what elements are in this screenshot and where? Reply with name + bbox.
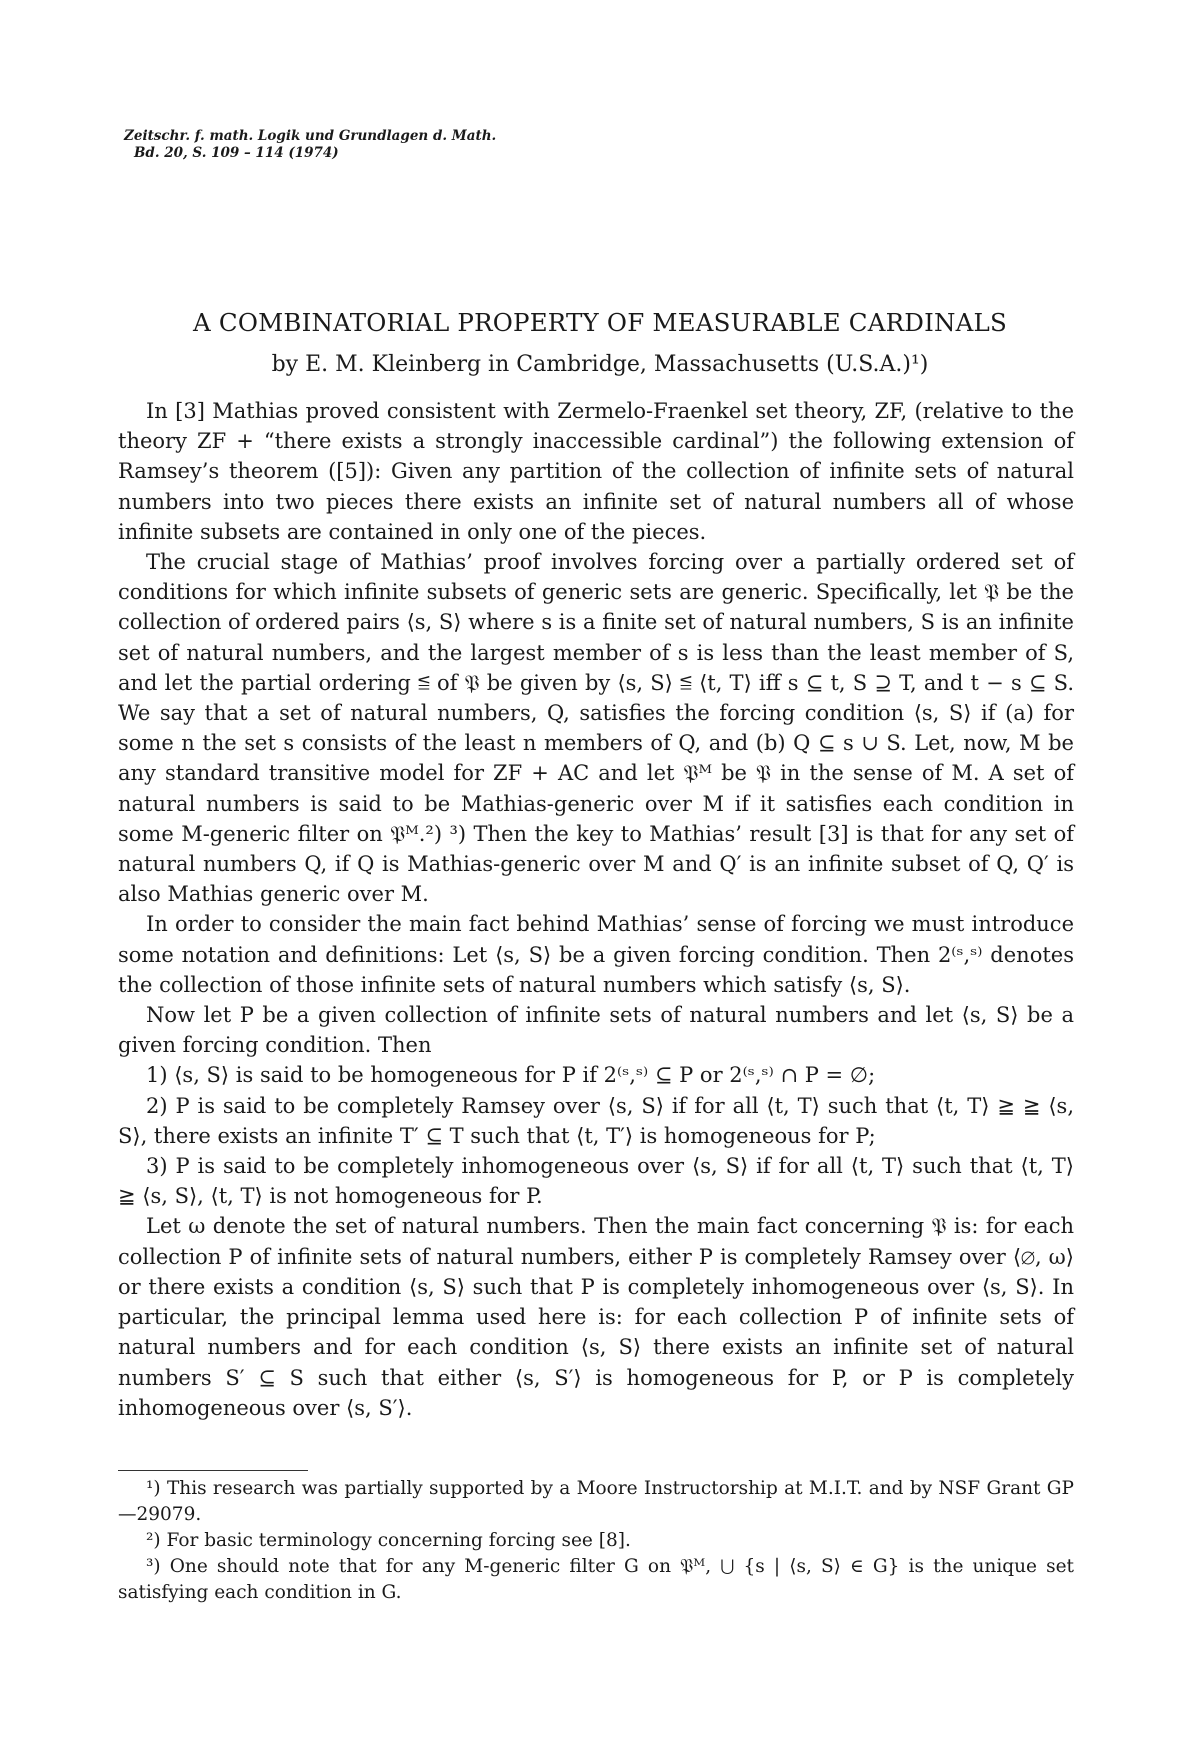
paragraph-4: Now let P be a given collection of infinite sets of natural numbers and let ⟨s, S⟩ be a given forcing condition. Then: [118, 1003, 1074, 1058]
definition-item-2: 2) P is said to be completely Ramsey over ⟨s, S⟩ if for all ⟨t, T⟩ such that ⟨t, T⟩ ≧ ≧ ⟨s, S⟩, there exists an infinite T′ ⊆ T such that ⟨t, T′⟩ is homogeneous for P;: [118, 1093, 1074, 1148]
journal-line-2: Bd. 20, S. 109 – 114 (1974): [134, 145, 339, 161]
definition-item-3: 3) P is said to be completely inhomogeneous over ⟨s, S⟩ if for all ⟨t, T⟩ such that ⟨t, T⟩ ≧ ⟨s, S⟩, ⟨t, T⟩ is not homogeneous for P.: [118, 1154, 1074, 1209]
paper-body: [118, 396, 1074, 1423]
paragraph-5: Let ω denote the set of natural numbers. Then the main fact concerning 𝔓 is: for each collection P of infinite sets of natural numbers, either P is completely Ramsey over ⟨∅, ω⟩ or there exists a condition ⟨s, S⟩ such that P is completely inhomogeneous over ⟨s, S⟩. In particular, the principal lemma used here is: for each collection P of infinite sets of natural numbers and for each condition ⟨s, S⟩ there exists an infinite set of natural numbers S′ ⊆ S such that either ⟨s, S′⟩ is homogeneous for P, or P is completely inhomogeneous over ⟨s, S′⟩.: [118, 1214, 1074, 1420]
footnote-3: ³) One should note that for any M-generic filter G on 𝔓ᴹ, ⋃ {s | ⟨s, S⟩ ∈ G} is the unique set satisfying each condition in G.: [118, 1556, 1074, 1603]
footnote-divider: [118, 1470, 308, 1471]
paragraph-1: In [3] Mathias proved consistent with Zermelo-Fraenkel set theory, ZF, (relative to the theory ZF + “there exists a strongly inaccessible cardinal”) the following extension of Ramsey’s theorem ([5]): Given any partition of the collection of infinite sets of natural numbers into two pieces there exists an infinite set of natural numbers all of whose infinite subsets are contained in only one of the pieces.: [118, 399, 1074, 544]
footnote-2: ²) For basic terminology concerning forcing see [8].: [146, 1530, 631, 1551]
paragraph-2: The crucial stage of Mathias’ proof involves forcing over a partially ordered set of conditions for which infinite subsets of generic sets are generic. Specifically, let 𝔓 be the collection of ordered pairs ⟨s, S⟩ where s is a finite set of natural numbers, S is an infinite set of natural numbers, and the largest member of s is less than the least member of S, and let the partial ordering ≦ of 𝔓 be given by ⟨s, S⟩ ≦ ⟨t, T⟩ iff s ⊆ t, S ⊇ T, and t − s ⊆ S. We say that a set of natural numbers, Q, satisfies the forcing condition ⟨s, S⟩ if (a) for some n the set s consists of the least n members of Q, and (b) Q ⊆ s ∪ S. Let, now, M be any standard transitive model for ZF + AC and let 𝔓ᴹ be 𝔓 in the sense of M. A set of natural numbers is said to be Mathias-generic over M if it satisfies each condition in some M-generic filter on 𝔓ᴹ.²) ³) Then the key to Mathias’ result [3] is that for any set of natural numbers Q, if Q is Mathias-generic over M and Q′ is an infinite subset of Q, Q′ is also Mathias generic over M.: [118, 550, 1074, 907]
journal-citation: [124, 128, 724, 162]
paragraph-3: In order to consider the main fact behind Mathias’ sense of forcing we must introduce some notation and definitions: Let ⟨s, S⟩ be a given forcing condition. Then 2⁽ˢ,ˢ⁾ denotes the collection of those infinite sets of natural numbers which satisfy ⟨s, S⟩.: [118, 912, 1074, 997]
author-byline: by E. M. Kleinberg in Cambridge, Massachusetts (U.S.A.)¹): [271, 352, 929, 377]
definition-item-1: 1) ⟨s, S⟩ is said to be homogeneous for P if 2⁽ˢ,ˢ⁾ ⊆ P or 2⁽ˢ,ˢ⁾ ∩ P = ∅;: [146, 1063, 876, 1088]
footnotes: [118, 1476, 1074, 1606]
journal-line-1: Zeitschr. f. math. Logik und Grundlagen d. Math.: [124, 128, 497, 144]
footnote-1: ¹) This research was partially supported by a Moore Instructorship at M.I.T. and by NSF Grant GP—29079.: [118, 1478, 1074, 1525]
paper-title: A COMBINATORIAL PROPERTY OF MEASURABLE CARDINALS: [193, 308, 1007, 337]
